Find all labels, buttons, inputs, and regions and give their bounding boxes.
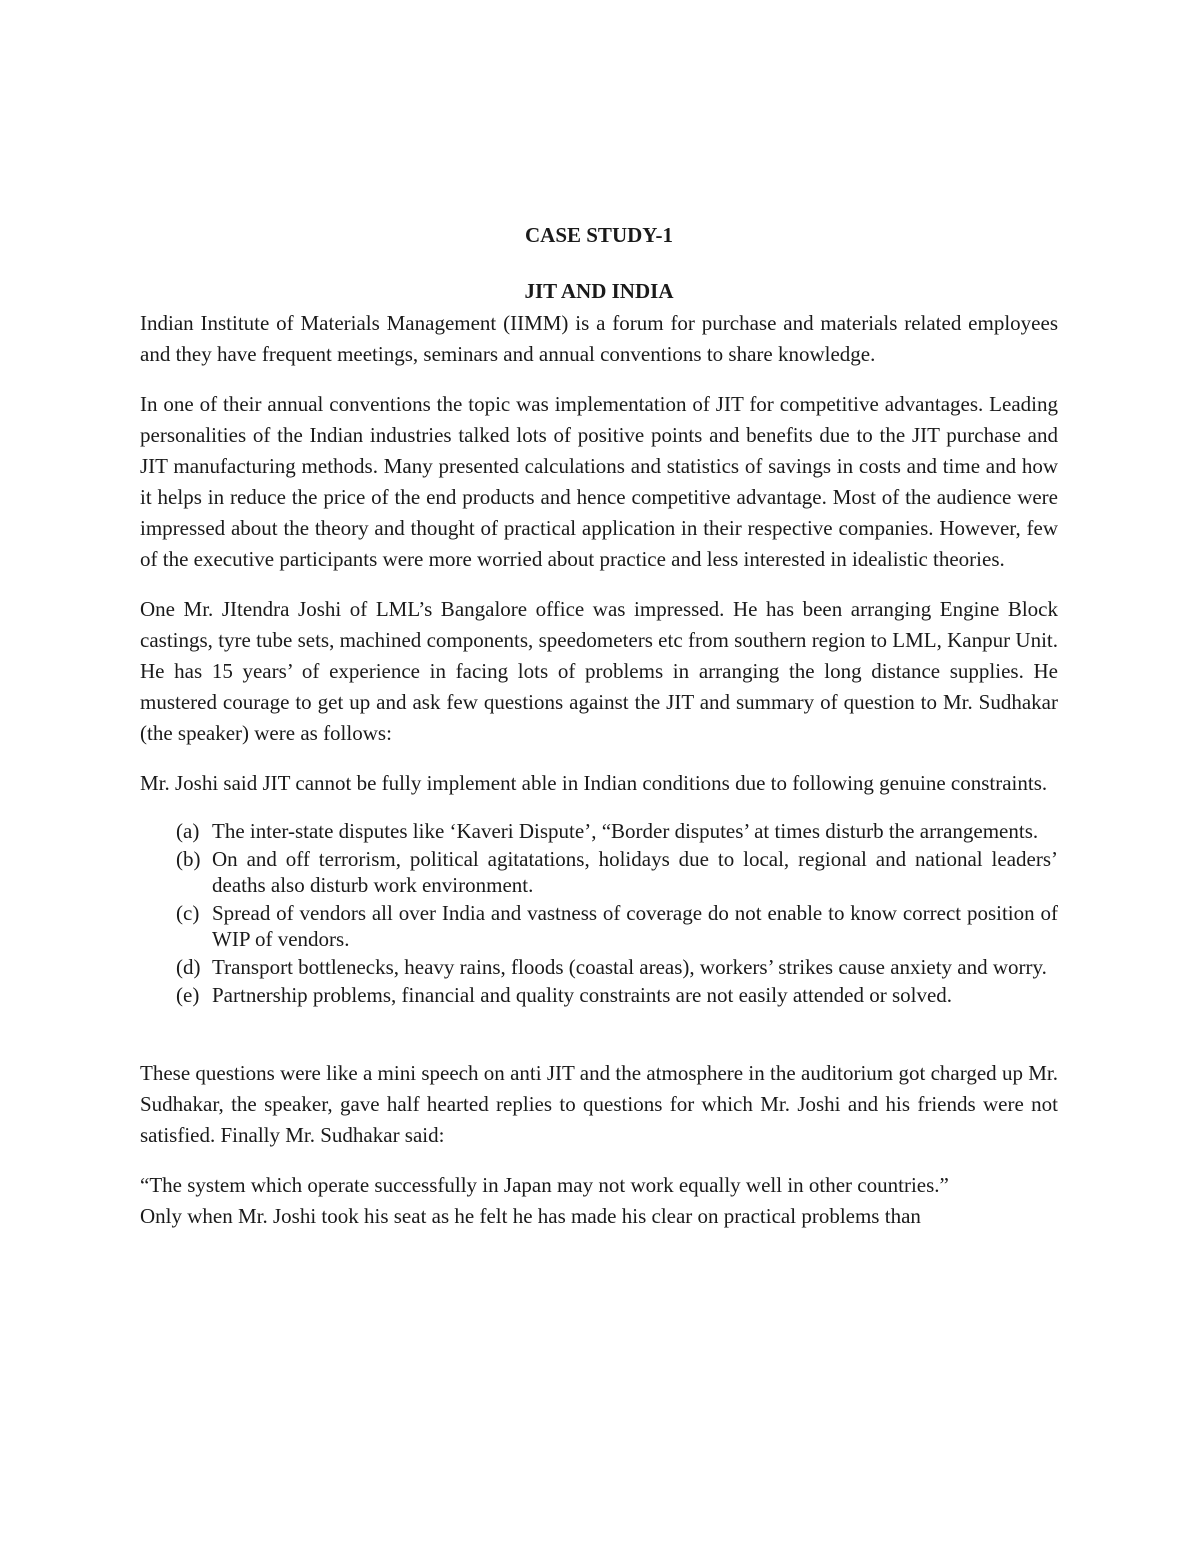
list-item	[176, 900, 1058, 952]
paragraph-constraints-intro: Mr. Joshi said JIT cannot be fully implement able in Indian conditions due to following genuine constraints.	[140, 771, 1048, 795]
list-marker: (b)	[176, 847, 201, 871]
list-item	[176, 818, 1058, 844]
list-item-text: The inter-state disputes like ‘Kaveri Dispute’, “Border disputes’ at times disturb the arrangements.	[212, 819, 1039, 843]
list-item	[176, 982, 1058, 1008]
paragraph-joshi: One Mr. JItendra Joshi of LML’s Bangalore office was impressed. He has been arranging Engine Block castings, tyre tube sets, machined components, speedometers etc from southern region to LML, Kanpur Unit. He has 15 years’ of experience in facing lots of problems in arranging the long distance supplies. He mustered courage to get up and ask few questions against the JIT and summary of question to Mr. Sudhakar (the speaker) were as follows:	[140, 597, 1058, 745]
paragraph-convention: In one of their annual conventions the topic was implementation of JIT for competitive advantages. Leading personalities of the Indian industries talked lots of positive points and benefits due to the JIT purchase and JIT manufacturing methods. Many presented calculations and statistics of savings in costs and time and how it helps in reduce the price of the end products and hence competitive advantage. Most of the audience were impressed about the theory and thought of practical application in their respective companies. However, few of the executive participants were more worried about practice and less interested in idealistic theories.	[140, 392, 1058, 571]
list-marker: (a)	[176, 819, 200, 843]
list-item-text: On and off terrorism, political agitatations, holidays due to local, regional and national leaders’ deaths also disturb work environment.	[212, 847, 1058, 897]
list-item	[176, 846, 1058, 898]
list-marker: (e)	[176, 983, 200, 1007]
document-subheading: JIT AND INDIA	[524, 279, 674, 303]
closing-line: Only when Mr. Joshi took his seat as he felt he has made his clear on practical problems than	[140, 1204, 921, 1228]
document-heading: CASE STUDY-1	[524, 223, 673, 247]
list-marker: (c)	[176, 901, 200, 925]
list-item	[176, 954, 1058, 980]
list-marker: (d)	[176, 955, 201, 979]
spacer	[140, 1010, 1058, 1058]
paragraph-after-questions: These questions were like a mini speech on anti JIT and the atmosphere in the auditorium got charged up Mr. Sudhakar, the speaker, gave half hearted replies to questions for which Mr. Joshi and his friends were not satisfied. Finally Mr. Sudhakar said:	[140, 1061, 1058, 1147]
document-page	[140, 222, 1058, 1232]
constraints-list	[140, 818, 1058, 1008]
list-item-text: Spread of vendors all over India and vastness of coverage do not enable to know correct position of WIP of vendors.	[212, 901, 1058, 951]
list-item-text: Partnership problems, financial and quality constraints are not easily attended or solved.	[212, 983, 953, 1007]
list-item-text: Transport bottlenecks, heavy rains, floods (coastal areas), workers’ strikes cause anxiety and worry.	[212, 955, 1047, 979]
paragraph-intro: Indian Institute of Materials Management (IIMM) is a forum for purchase and materials related employees and they have frequent meetings, seminars and annual conventions to share knowledge.	[140, 311, 1058, 366]
quote-line: “The system which operate successfully in Japan may not work equally well in other countries.”	[140, 1173, 949, 1197]
